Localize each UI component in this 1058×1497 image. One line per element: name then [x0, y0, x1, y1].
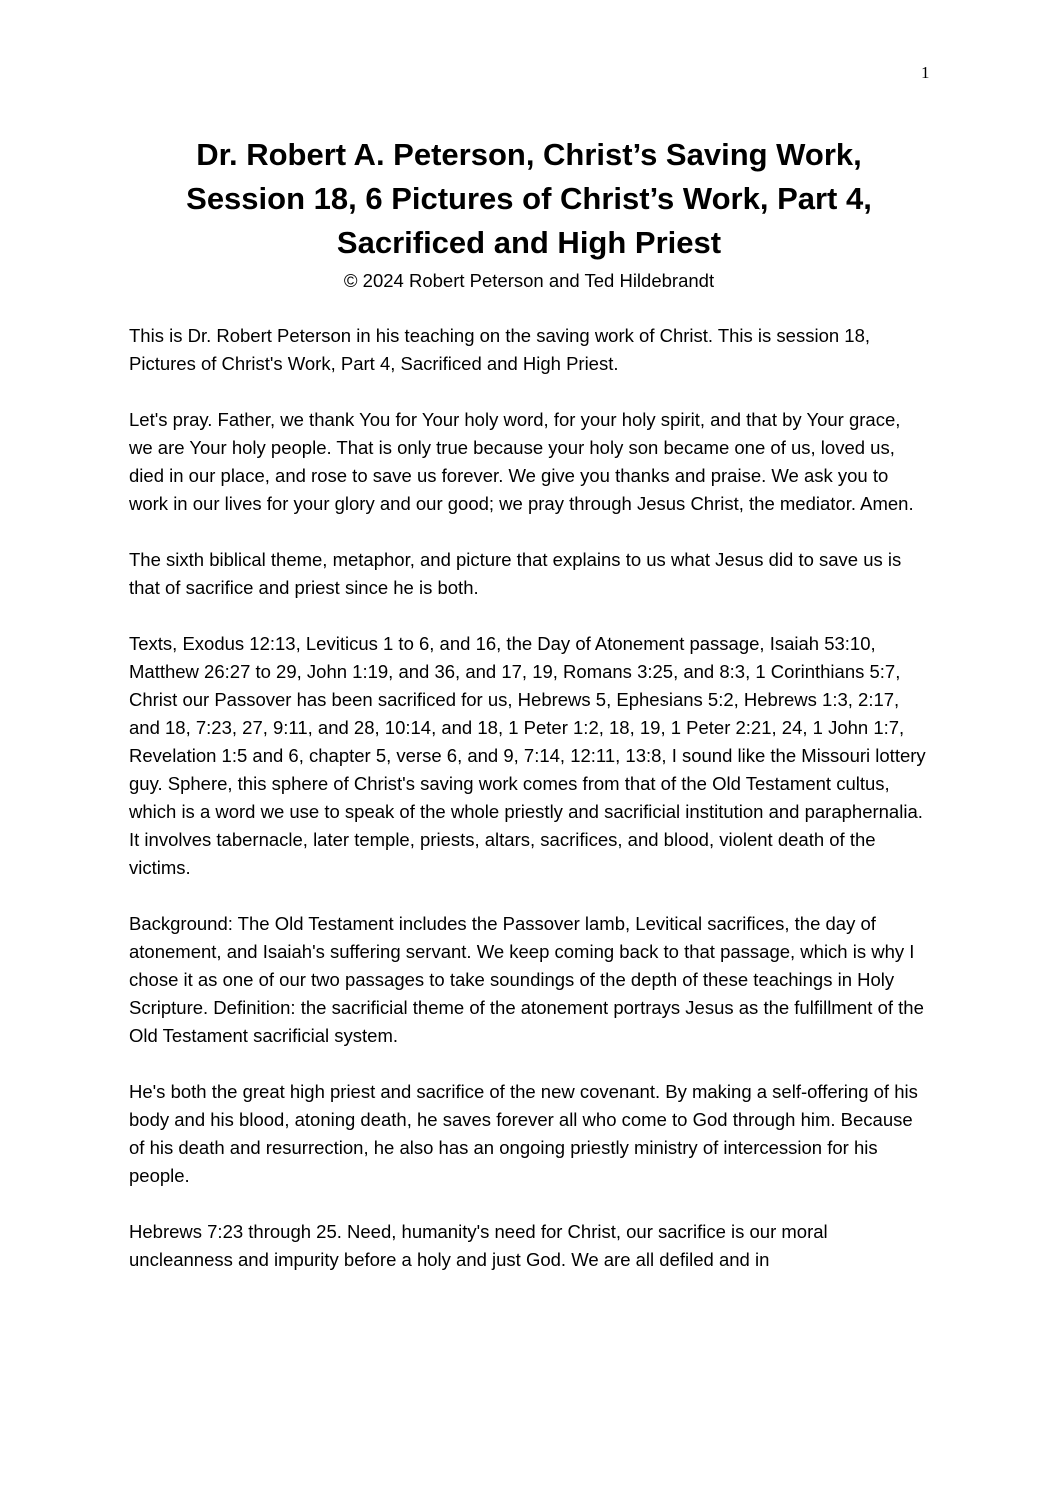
copyright-notice: © 2024 Robert Peterson and Ted Hildebrandt	[343, 270, 715, 291]
paragraph-sixth-theme: The sixth biblical theme, metaphor, and picture that explains to us what Jesus did to save us is that of sacrifice and priest since he is both.	[129, 549, 902, 598]
paragraph-texts: Texts, Exodus 12:13, Leviticus 1 to 6, and 16, the Day of Atonement passage, Isaiah 53:10, Matthew 26:27 to 29, John 1:19, and 36, and 17, 19, Romans 3:25, and 8:3, 1 Corinthians 5:7, Christ our Passover has been sacrificed for us, Hebrews 5, Ephesians 5:2, Hebrews 1:3, 2:17, and 18, 7:23, 27, 9:11, and 28, 10:14, and 18, 1 Peter 1:2, 18, 19, 1 Peter 2:21, 24, 1 John 1:7, Revelation 1:5 and 6, chapter 5, verse 6, and 9, 7:14, 12:11, 13:8, I sound like the Missouri lottery guy. Sphere, this sphere of Christ's saving work comes from that of the Old Testament cultus, which is a word we use to speak of the whole priestly and sacrificial institution and paraphernalia. It involves tabernacle, later temple, priests, altars, sacrifices, and blood, violent death of the victims.	[129, 633, 926, 878]
document-body	[129, 322, 929, 1302]
paragraph-prayer: Let's pray. Father, we thank You for Your holy word, for your holy spirit, and that by Your grace, we are Your holy people. That is only true because your holy son became one of us, loved us, died in our place, and rose to save us forever. We give you thanks and praise. We ask you to work in our lives for your glory and our good; we pray through Jesus Christ, the mediator. Amen.	[129, 409, 914, 514]
title-line-3: Sacrificed and High Priest	[336, 225, 722, 260]
title-line-2: Session 18, 6 Pictures of Christ’s Work, Part 4,	[186, 181, 872, 216]
document-title	[120, 133, 938, 265]
title-line-1: Dr. Robert A. Peterson, Christ’s Saving Work,	[196, 137, 862, 172]
paragraph-need: Hebrews 7:23 through 25. Need, humanity's need for Christ, our sacrifice is our moral uncleanness and impurity before a holy and just God. We are all defiled and in	[129, 1221, 828, 1270]
page-number: 1	[921, 63, 930, 82]
paragraph-high-priest: He's both the great high priest and sacrifice of the new covenant. By making a self-offering of his body and his blood, atoning death, he saves forever all who come to God through him. Because of his death and resurrection, he also has an ongoing priestly ministry of intercession for his people.	[129, 1081, 918, 1186]
paragraph-background: Background: The Old Testament includes the Passover lamb, Levitical sacrifices, the day of atonement, and Isaiah's suffering servant. We keep coming back to that passage, which is why I chose it as one of our two passages to take soundings of the depth of these teachings in Holy Scripture. Definition: the sacrificial theme of the atonement portrays Jesus as the fulfillment of the Old Testament sacrificial system.	[129, 913, 924, 1046]
paragraph-intro: This is Dr. Robert Peterson in his teaching on the saving work of Christ. This is session 18, Pictures of Christ's Work, Part 4, Sacrificed and High Priest.	[129, 325, 871, 374]
